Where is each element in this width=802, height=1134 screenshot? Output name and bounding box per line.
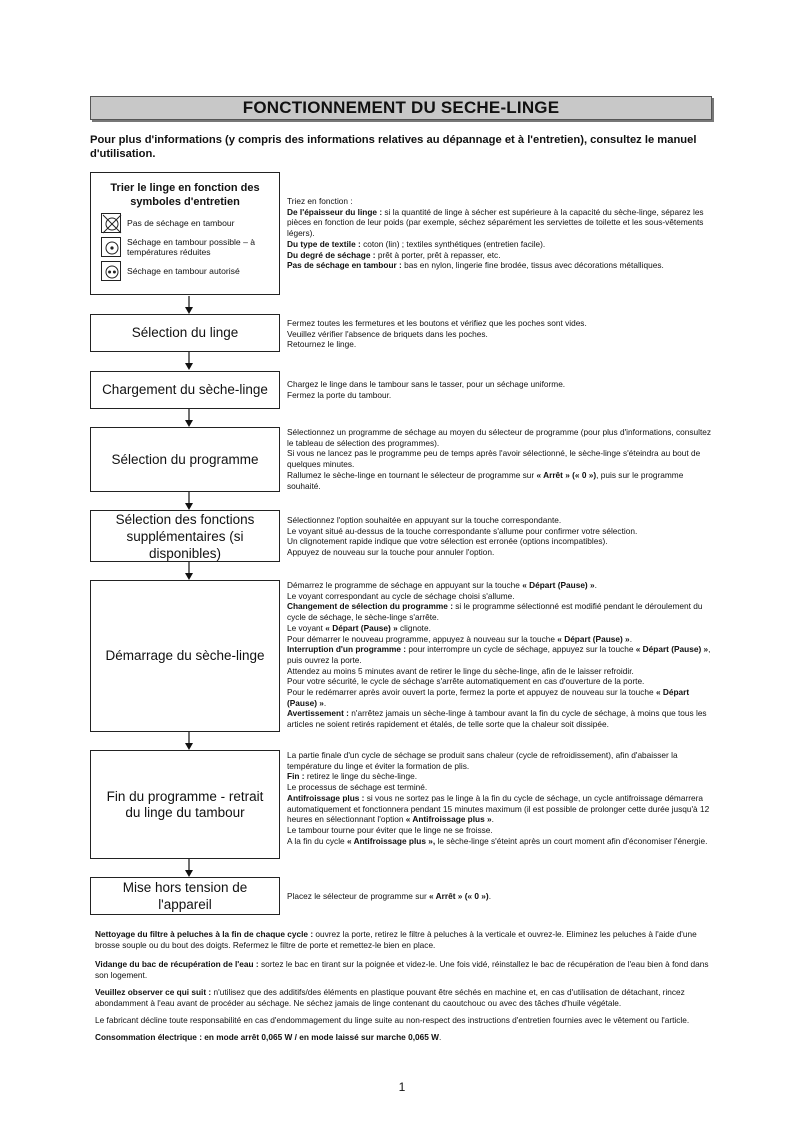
desc-text: , puis sur le programme souhaité. [287, 469, 684, 491]
desc-bold: « Départ (Pause) » [557, 633, 630, 644]
desc-line [287, 623, 712, 634]
note-consumption [95, 1032, 711, 1043]
desc-bold: « Antifroissage plus » [405, 814, 492, 825]
desc-line [287, 250, 712, 261]
desc-text: pour interrompre un cycle de séchage, appuyez sur la touche [406, 644, 636, 655]
step-label: Sélection du linge [131, 325, 239, 340]
down-arrow-icon [184, 732, 194, 750]
desc-line: Le tambour tourne pour éviter que le linge ne se froisse. [287, 824, 493, 835]
desc-line: Le voyant situé au-dessus de la touche correspondante s'allume pour confirmer votre sélection. [287, 525, 638, 536]
desc-line: Appuyez de nouveau sur la touche pour annuler l'option. [287, 547, 495, 558]
sort-description [287, 196, 712, 271]
desc-bold: Avertissement : [287, 708, 349, 719]
desc-bold: De l'épaisseur du linge : [287, 206, 383, 217]
step-label: Chargement du sèche-linge [102, 382, 268, 397]
desc-line [287, 239, 712, 250]
desc-text: bas en nylon, lingerie fine brodée, tissus avec décorations métalliques. [401, 260, 664, 271]
desc-text: Rallumez le sèche-linge en tournant le sélecteur de programme sur [287, 469, 537, 480]
desc-text: Démarrez le programme de séchage en appuyant sur la touche [287, 580, 523, 590]
desc-line [287, 580, 712, 591]
down-arrow-icon [184, 562, 194, 580]
step-label: Démarrage du sèche-linge [105, 648, 265, 663]
step-loading [90, 371, 280, 409]
desc-bold: « Départ (Pause) » [287, 687, 690, 708]
desc-bold: « Antifroissage plus », [346, 835, 436, 846]
step-start [90, 580, 280, 732]
desc-text: le sèche-linge s'éteint après un court moment afin d'économiser l'énergie. [435, 835, 708, 846]
desc-text: . [491, 814, 494, 825]
desc-text: Pour démarrer le nouveau programme, appuyez à nouveau sur la touche [287, 633, 558, 644]
desc-line: Un clignotement rapide indique que votre sélection est erronée (options incompatibles). [287, 536, 608, 547]
step7-description [287, 891, 712, 902]
desc-line: Fermez la porte du tambour. [287, 389, 392, 400]
desc-bold: Pas de séchage en tambour : [287, 260, 402, 271]
desc-line [287, 644, 712, 665]
desc-bold: « Arrêt » (« 0 ») [429, 891, 489, 901]
symbol-label: Séchage en tambour autorisé [127, 266, 240, 276]
symbol-row [101, 261, 269, 281]
step3-description [287, 427, 712, 491]
desc-line [287, 260, 712, 271]
desc-line [287, 793, 712, 825]
down-arrow-icon [184, 859, 194, 877]
desc-text: . [629, 633, 632, 644]
desc-bold: « Départ (Pause) » [522, 580, 595, 590]
desc-text: . [488, 891, 492, 901]
desc-bold: Changement de sélection du programme : [287, 601, 453, 612]
note-text: ouvrez la porte, retirez le filtre à peluches à la verticale et ouvrez-le. Eliminez les peluches à l'aide d'une brosse souple ou du bout des doigts. Refermez le filtre de porte et remettez-le bien en place. [95, 929, 697, 950]
desc-bold: Interruption d'un programme : [287, 644, 407, 655]
desc-text: n'arrêtez jamais un sèche-linge à tambour avant la fin du cycle de séchage, à moins que tous les articles ne soient retirés rapidement et étalés, de telle sorte que la chaleur soit dissipée. [287, 708, 707, 730]
down-arrow-icon [184, 492, 194, 510]
note-text: n'utilisez que des additifs/des éléments en plastique pouvant être séchés en machine et, en cas d'utilisation de détachant, rincez abondamment à l'eau avant de procéder au séchage. Ne séchez jamais de linge contenant du caoutchouc ou avec des tâches d'huile végétale. [95, 987, 685, 1008]
tumble-dry-low-icon [101, 237, 121, 257]
step6-description [287, 750, 712, 846]
desc-text: si vous ne sortez pas le linge à la fin du cycle de séchage, un cycle antifroissage démarrera automatiquement et fonctionnera pendant 15 minutes maximum (il est possible de prolonger cette durée jusqu'à 12 heures en sélectionnant l'option [287, 792, 710, 825]
desc-line [287, 708, 712, 729]
down-arrow-icon [184, 409, 194, 427]
note-bold: Consommation électrique : en mode arrêt 0,065 W / en mode laissé sur marche 0,065 W [95, 1032, 439, 1042]
step-end-program [90, 750, 280, 859]
symbol-label: Séchage en tambour possible – à températures réduites [127, 237, 256, 257]
desc-text: Placez le sélecteur de programme sur [287, 891, 430, 901]
desc-text: retirez le linge du sèche-linge. [304, 771, 418, 782]
step4-description [287, 515, 712, 558]
desc-bold: Antifroissage plus : [287, 792, 365, 803]
desc-bold: Du degré de séchage : [287, 249, 376, 260]
desc-bold: Fin : [287, 771, 305, 782]
desc-text: A la fin du cycle [287, 835, 347, 846]
down-arrow-icon [184, 352, 194, 370]
desc-line: Triez en fonction : [287, 196, 353, 206]
step-laundry-selection [90, 314, 280, 352]
note-text: sortez le bac en tirant sur la poignée et videz-le. Une fois vidé, réinstallez le bac de récupération de l'eau bien à fond dans son logement. [95, 959, 709, 980]
sort-laundry-box [90, 172, 280, 295]
note-bold: Nettoyage du filtre à peluches à la fin de chaque cycle : [95, 929, 314, 939]
desc-line: La partie finale d'un cycle de séchage se produit sans chaleur (cycle de refroidissement), afin d'abaisser la température du linge et éviter la formation de plis. [287, 750, 678, 771]
desc-line [287, 601, 712, 622]
desc-line: Veuillez vérifier l'absence de briquets dans les poches. [287, 328, 488, 339]
note-text: Le fabricant décline toute responsabilité en cas d'endommagement du linge suite au non-respect des instructions d'entretien fournies avec le vêtement ou l'article. [95, 1015, 690, 1025]
desc-line: Pour votre sécurité, le cycle de séchage s'arrête automatiquement en cas d'ouverture de la porte. [287, 676, 645, 687]
desc-text: clignote. [397, 622, 431, 633]
desc-line [287, 634, 712, 645]
step-label: Mise hors tension de l'appareil [122, 880, 248, 912]
desc-bold: Du type de textile : [287, 238, 361, 249]
symbol-label: Pas de séchage en tambour [127, 218, 235, 228]
desc-line: Attendez au moins 5 minutes avant de retirer le linge du sèche-linge, afin de le laisser refroidir. [287, 665, 634, 676]
desc-line: Sélectionnez un programme de séchage au moyen du sélecteur de programme (pour plus d'informations, consultez le tableau de sélection des programmes). [287, 427, 712, 448]
no-tumble-dry-icon [101, 213, 121, 233]
desc-line: Chargez le linge dans le tambour sans le tasser, pour un séchage uniforme. [287, 379, 566, 389]
note-lint-filter [95, 929, 711, 950]
note-text: . [438, 1032, 442, 1042]
step5-description [287, 580, 712, 730]
note-bold: Veuillez observer ce qui suit : [95, 987, 212, 997]
desc-bold: « Départ (Pause) » [635, 644, 709, 655]
note-water-container [95, 959, 711, 980]
desc-bold: « Arrêt » (« 0 ») [536, 469, 597, 480]
symbol-row [101, 237, 269, 257]
desc-line [287, 470, 712, 491]
step-label: Sélection du programme [111, 451, 259, 467]
desc-line: Le voyant correspondant au cycle de séchage choisi s'allume. [287, 590, 515, 601]
desc-line [287, 771, 712, 782]
step1-description [287, 318, 712, 350]
sort-title: Trier le linge en fonction des symboles d'entretien [110, 182, 260, 208]
desc-line [287, 891, 712, 902]
step-power-off [90, 877, 280, 915]
step2-description [287, 379, 712, 400]
page-number: 1 [398, 1080, 406, 1094]
note-bold: Vidange du bac de récupération de l'eau : [95, 959, 259, 969]
desc-line [287, 836, 712, 847]
desc-line [287, 687, 712, 708]
note-liability [95, 1015, 711, 1026]
desc-bold: « Départ (Pause) » [325, 622, 398, 633]
step-program-selection [90, 427, 280, 492]
desc-line: Fermez toutes les fermetures et les boutons et vérifiez que les poches sont vides. [287, 318, 587, 328]
desc-line: Retournez le linge. [287, 339, 357, 350]
step-label: Sélection des fonctions supplémentaires (si disponibles) [115, 511, 255, 561]
down-arrow-icon [184, 296, 194, 314]
tumble-dry-normal-icon [101, 261, 121, 281]
symbol-row [101, 213, 269, 233]
desc-line: Le processus de séchage est terminé. [287, 782, 428, 793]
desc-line: Sélectionnez l'option souhaitée en appuyant sur la touche correspondante. [287, 515, 562, 525]
page-title: FONCTIONNEMENT DU SECHE-LINGE [90, 96, 712, 120]
desc-text: si le programme sélectionné est modifié pendant le déroulement du cycle de séchage, le sèche-linge s'arrête. [287, 601, 703, 623]
step-extra-functions [90, 510, 280, 562]
desc-line: Si vous ne lancez pas le programme peu de temps après l'avoir sélectionné, le sèche-linge s'éteindra au bout de quelques minutes. [287, 448, 701, 470]
desc-text: coton (lin) ; textiles synthétiques (entretien facile). [360, 238, 546, 249]
desc-text: . [323, 697, 327, 708]
note-observe [95, 987, 711, 1008]
desc-text: si la quantité de linge à sécher est supérieure à la capacité du sèche-linge, séparez les pièces en fonction de leur poids (par exemple, séchez séparément les serviettes de toilette et les sous-vêtements légers). [287, 206, 704, 239]
desc-text: . [594, 580, 597, 590]
desc-text: Le voyant [287, 622, 326, 633]
desc-text: prêt à porter, prêt à repasser, etc. [375, 249, 501, 260]
step-label: Fin du programme - retrait du linge du tambour [106, 788, 264, 820]
intro-text: Pour plus d'informations (y compris des informations relatives au dépannage et à l'entretien), consultez le manuel d'utilisation. [90, 134, 697, 160]
desc-text: , puis ouvrez la porte. [287, 644, 711, 665]
desc-text: Pour le redémarrer après avoir ouvert la porte, fermez la porte et appuyez de nouveau sur la touche [287, 687, 656, 698]
desc-line [287, 207, 712, 239]
